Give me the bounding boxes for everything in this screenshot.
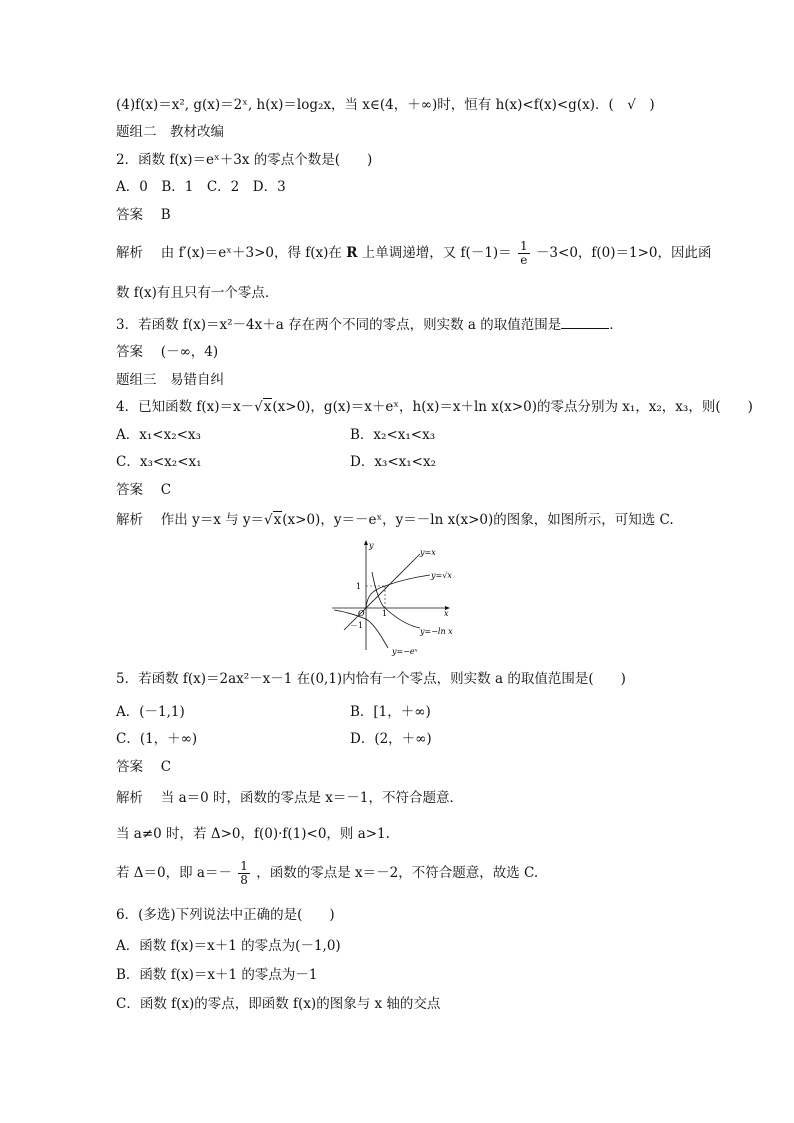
curve-y-eq-x: [344, 554, 420, 630]
answer-value: C: [160, 482, 172, 498]
q5-analysis-text-1: 当 a＝0 时，函数的零点是 x＝－1，不符合题意．: [160, 790, 464, 806]
curve-sqrt: [366, 575, 430, 608]
q4-analysis-a: 作出 y＝x 与 y＝: [160, 512, 265, 528]
q5-option-d: D．(2，＋∞): [350, 731, 432, 747]
q5-analysis-3: [116, 860, 538, 887]
q6-option-c: C．函数 f(x)的零点，即函数 f(x)的图象与 x 轴的交点: [116, 996, 441, 1012]
fraction-1-over-e: [518, 240, 530, 267]
q5-option-a: A．(－1,1): [116, 704, 185, 720]
sqrt-x: x: [263, 399, 272, 415]
fraction-1-over-8: [238, 860, 250, 887]
q2-answer: [116, 206, 171, 224]
function-graph: [326, 538, 466, 658]
label-y: y: [369, 541, 374, 550]
label-curve-yx: y=x: [420, 548, 436, 557]
curve-neg-ln: [372, 572, 420, 628]
group2-heading: 题组二 教材改编: [116, 124, 224, 140]
q4-option-a: A．x₁<x₂<x₃: [116, 427, 201, 443]
answer-value: B: [160, 207, 171, 223]
label-curve-ln: y=−ln x: [420, 627, 453, 636]
q5-option-b: B．[1，＋∞): [350, 704, 431, 720]
q3-stem: [116, 316, 623, 334]
analysis-label: 解析: [116, 512, 143, 528]
q1-item4: (4)f(x)＝x², g(x)＝2ˣ, h(x)＝log₂x，当 x∈(4，＋∞)时，恒有 h(x)<f(x)<g(x)．( √ ): [116, 97, 655, 113]
q5-analysis-1: [116, 789, 463, 807]
q2-options: A．0 B．1 C．2 D．3: [116, 179, 286, 195]
q4-answer: [116, 481, 171, 499]
q4-stem: 4．已知函数 f(x)＝x－√x(x>0)，g(x)＝x＋eˣ，h(x)＝x＋ln x(x>0)的零点分别为 x₁，x₂，x₃，则( ): [116, 399, 753, 415]
q5-answer: [116, 758, 171, 776]
answer-label: 答案: [116, 207, 143, 223]
q5-analysis-2: 当 a≠0 时，若 Δ>0，f(0)·f(1)<0，则 a>1.: [116, 826, 390, 842]
answer-value: C: [160, 759, 172, 775]
q6-option-b: B．函数 f(x)＝x＋1 的零点为－1: [116, 967, 318, 983]
q4-stem-a: 4．已知函数 f(x)＝x－: [116, 399, 255, 415]
frac-num: 1: [519, 239, 528, 253]
answer-label: 答案: [116, 759, 143, 775]
q6-option-a: A．函数 f(x)＝x＋1 的零点为(－1,0): [116, 938, 341, 954]
answer-label: 答案: [116, 482, 143, 498]
sqrt-x: x: [273, 512, 282, 528]
label-x: x: [444, 609, 449, 618]
q3-stem-end: ．: [609, 317, 623, 333]
answer-value: (－∞，4): [160, 344, 219, 360]
label-curve-sqrt: y=√x: [431, 571, 452, 580]
label-one-x: 1: [382, 609, 388, 618]
frac-num: 1: [240, 859, 248, 873]
q2-analysis: [116, 240, 712, 267]
q4-option-d: D．x₃<x₁<x₂: [350, 454, 437, 470]
label-minus-one: －1: [350, 621, 364, 630]
q2-analysis-r: R: [346, 245, 358, 261]
q2-stem: 2．函数 f(x)＝eˣ＋3x 的零点个数是( ): [116, 152, 373, 168]
frac-den: e: [520, 253, 528, 267]
q4-analysis-b: (x>0)，y＝－eˣ，y＝－ln x(x>0)的图象，如图所示，可知选 C.: [282, 512, 674, 528]
q4-stem-b: (x>0)，g(x)＝x＋eˣ，h(x)＝x＋ln x(x>0)的零点分别为 x₁，x₂，x₃，则( ): [272, 399, 753, 415]
q2-analysis-text-b: 上单调递增，又 f(－1)＝: [361, 245, 512, 261]
q2-analysis-text-c: －3<0，f(0)＝1>0，因此函: [535, 245, 712, 261]
q6-stem: 6．(多选)下列说法中正确的是( ): [116, 907, 335, 923]
label-curve-exp: y=−eˣ: [392, 647, 418, 656]
q4-option-c: C．x₃<x₂<x₁: [116, 454, 202, 470]
frac-den: 8: [240, 873, 248, 887]
group3-heading: 题组三 易错自纠: [116, 372, 224, 388]
label-origin: O: [358, 609, 365, 618]
answer-blank: [561, 316, 609, 329]
q2-analysis-cont: 数 f(x)有且只有一个零点．: [116, 285, 279, 301]
q3-stem-text: 3．若函数 f(x)＝x²－4x＋a 存在两个不同的零点，则实数 a 的取值范围是: [116, 317, 562, 333]
q4-analysis: 解析 作出 y＝x 与 y＝√x(x>0)，y＝－eˣ，y＝－ln x(x>0)的图象，如图所示，可知选 C.: [116, 512, 674, 528]
analysis-label: 解析: [116, 245, 143, 261]
y-axis-arrow: [364, 540, 368, 545]
label-one-y: 1: [356, 582, 362, 591]
q5-analysis-3b: ，函数的零点是 x＝－2，不符合题意，故选 C.: [256, 865, 539, 881]
analysis-label: 解析: [116, 790, 143, 806]
q5-option-c: C．(1，＋∞): [116, 731, 198, 747]
q3-answer: [116, 343, 218, 361]
q4-option-b: B．x₂<x₁<x₃: [350, 427, 436, 443]
q5-stem: 5．若函数 f(x)＝2ax²－x－1 在(0,1)内恰有一个零点，则实数 a 的取值范围是( ): [116, 671, 626, 687]
answer-label: 答案: [116, 344, 143, 360]
q5-analysis-3a: 若 Δ＝0，即 a＝－: [116, 865, 232, 881]
q2-analysis-text-a: 由 f′(x)＝eˣ＋3>0，得 f(x)在: [160, 245, 342, 261]
